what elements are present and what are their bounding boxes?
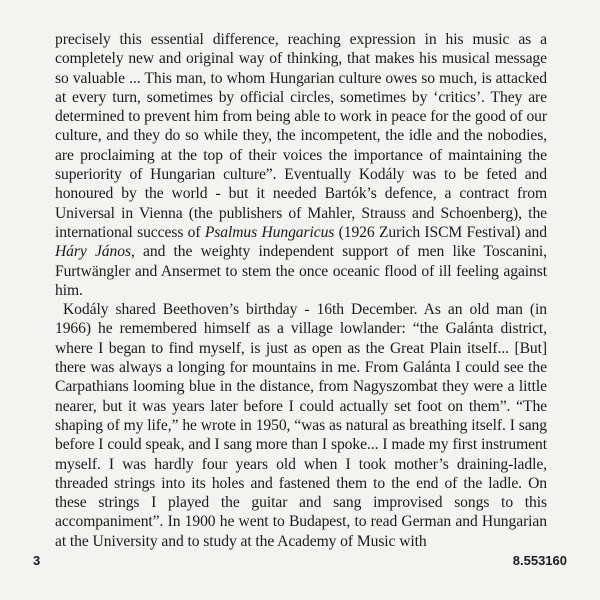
text-run: Kodály shared Beethoven’s birthday - 16th December. As an old man (in 1966) he remembered himself as a village lowlander: “the Galánta district, where I began to find myself, is just as open as the Great Plain itself... [But] there was always a longing for mountains in me. From Galánta I could see the Carpathians looming blue in the distance, from Nagyszombat they were a little nearer, but it was years later before I could actually set foot on them”. “The shaping of my life,” he wrote in 1950, “was as natural as breathing itself. I sang before I could speak, and I sang more than I spoke... I made my first instrument myself. I was hardly four years old when I took mother’s draining-ladle, threaded strings into its holes and fastened them to the end of the ladle. On these strings I played the guitar and sang improvised songs to this accompaniment”. In 1900 he went to Budapest, to read German and Hungarian at the University and to study at the Academy of Music with [55, 301, 547, 550]
text-run: precisely this essential difference, reaching expression in his music as a completely new and original way of thinking, that makes his musical message so valuable ... This man, to whom Hungarian culture owes so much, is attacked at every turn, sometimes by official circles, sometimes by ‘critics’. They are determined to prevent him from being able to work in peace for the good of our culture, and they do so while they, the incompetent, the idle and the nobodies, are proclaiming at the top of their voices the importance of maintaining the superiority of Hungarian culture”. Eventually Kodály was to be feted and honoured by the world - but it needed Bartók’s defence, a contract from Universal in Vienna (the publishers of Mahler, Strauss and Schoenberg), the international success of [55, 31, 547, 241]
work-title: Háry János [55, 243, 131, 261]
body-text [55, 30, 547, 551]
work-title: Psalmus Hungaricus [204, 223, 335, 241]
catalogue-number: 8.553160 [512, 553, 567, 568]
text-run: , and the weighty independent support of men like Toscanini, Furtwängler and Ansermet to stem the once oceanic flood of ill feeling against him. [55, 243, 547, 299]
page-number: 3 [33, 553, 41, 568]
paragraph [55, 300, 547, 551]
paragraph [55, 30, 547, 300]
text-run: (1926 Zurich ISCM Festival) and [334, 223, 547, 241]
